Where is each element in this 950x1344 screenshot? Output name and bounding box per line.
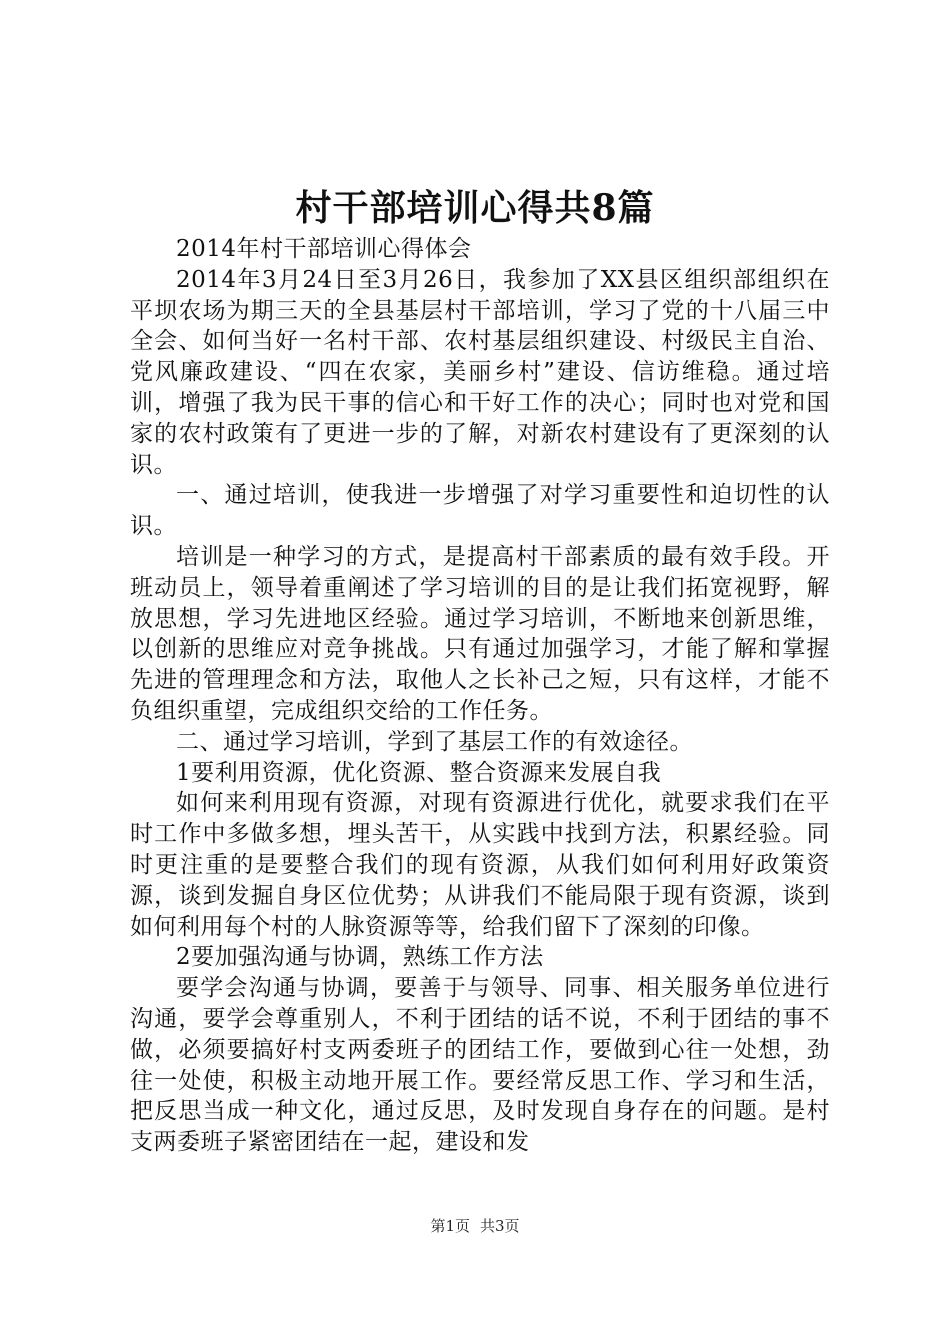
document-title: 村干部培训心得共8篇 bbox=[295, 187, 655, 229]
body-paragraph: 培训是一种学习的方式，是提高村干部素质的最有效手段。开班动员上，领导着重阐述了学习培训的目的是让我们拓宽视野，解放思想，学习先进地区经验。通过学习培训，不断地来创新思维，以创新的思维应对竞争挑战。只有通过加强学习，才能了解和掌握先进的管理理念和方法，取他人之长补己之短，只有这样，才能不负组织重望，完成组织交给的工作任务。 bbox=[130, 543, 830, 724]
body-paragraph: 如何来利用现有资源，对现有资源进行优化，就要求我们在平时工作中多做多想，埋头苦干，从实践中找到方法，积累经验。同时更注重的是要整合我们的现有资源，从我们如何利用好政策资源，谈到发掘自身区位优势；从讲我们不能局限于现有资源，谈到如何利用每个村的人脉资源等等，给我们留下了深刻的印像。 bbox=[130, 790, 830, 940]
body-paragraph: 2014年3月24日至3月26日，我参加了XX县区组织部组织在平坝农场为期三天的全县基层村干部培训，学习了党的十八届三中全会、如何当好一名村干部、农村基层组织建设、村级民主自治、党风廉政建设、“四在农家，美丽乡村”建设、信访维稳。通过培训，增强了我为民干事的信心和干好工作的决心；同时也对党和国家的农村政策有了更进一步的了解，对新农村建设有了更深刻的认识。 bbox=[130, 266, 830, 478]
subsection-heading-1: 1要利用资源，优化资源、整合资源来发展自我 bbox=[176, 759, 662, 786]
page-number: 第1页 bbox=[430, 1217, 470, 1235]
page-footer bbox=[0, 1215, 950, 1237]
subsection-heading-2: 2要加强沟通与协调，熟练工作方法 bbox=[176, 944, 544, 971]
document-body bbox=[130, 234, 830, 1158]
subtitle-paragraph: 2014年村干部培训心得体会 bbox=[176, 236, 472, 262]
body-paragraph: 要学会沟通与协调，要善于与领导、同事、相关服务单位进行沟通，要学会尊重别人，不利于团结的话不说，不利于团结的事不做，必须要搞好村支两委班子的团结工作，要做到心往一处想，劲往一处使，积极主动地开展工作。要经常反思工作、学习和生活，把反思当成一种文化，通过反思，及时发现自身存在的问题。是村支两委班子紧密团结在一起，建设和发 bbox=[130, 975, 830, 1156]
page-total: 共3页 bbox=[480, 1217, 520, 1235]
section-heading-1: 一、通过培训，使我进一步增强了对学习重要性和迫切性的认识。 bbox=[130, 482, 830, 540]
section-heading-2: 二、通过学习培训，学到了基层工作的有效途径。 bbox=[176, 728, 693, 755]
